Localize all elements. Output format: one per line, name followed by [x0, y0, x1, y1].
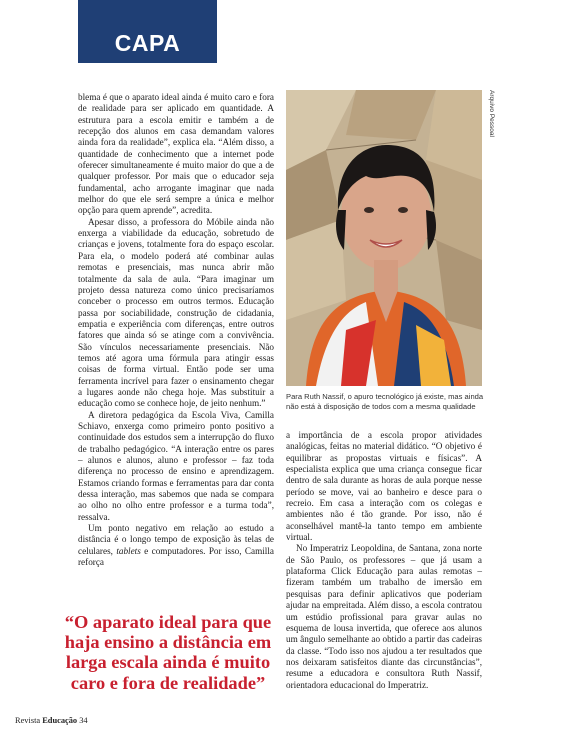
article-paragraph: blema é que o aparato ideal ainda é muito caro e fora de realidade para ser aplicado em quantidade. A estrutura para a escola emitir e também a de recepção dos alunos em casa demandam valores ainda fora da realidade”, explica ela. “Além disso, a quantidade de conhecimento que a internet pode oferecer simultaneamente é muito maior do que a de qualquer professor. Por mais que o educador seja fundamental, acho arrogante imaginar que nada melhor do que ele será sempre a única e melhor opção para quem aprende”, acredita. — [78, 92, 274, 216]
article-right-column — [286, 430, 482, 691]
article-paragraph: No Imperatriz Leopoldina, de Santana, zona norte de São Paulo, os professores – que já usam a plataforma Click Educação para aulas remotas – fizeram também um trabalho de imersão em pesquisas para definir aplicativos que poderiam ajudar na empreitada. Além disso, a escola contratou um estúdio profissional para gravar aulas no esquema de lousa invertida, que oferece aos alunos um ângulo semelhante ao obtido a partir das cadeiras da classe. “Todo isso nos ajudou a ter resultados que nos deixaram satisfeitos diante das circunstâncias”, resume a educadora e consultora Ruth Nassif, orientadora educacional do Imperatriz. — [286, 543, 482, 690]
section-label: CAPA — [114, 30, 181, 56]
pull-quote: “O aparato ideal para que haja ensino a distância em larga escala ainda é muito caro e fora de realidade” — [64, 612, 272, 693]
emphasis-text: tablets — [116, 545, 141, 556]
article-paragraph: a importância de a escola propor atividades analógicas, feitas no material didático. “O objetivo é equilibrar as propostas virtuais e físicas”. A especialista explica que uma criança consegue ficar dentro de sala durante as horas de aula porque nesse período se move, vai ao banheiro e desce para o recreio. Em casa a interação com os colegas e ambientes não é tão grande. Por isso, não é aconselhável mantê-la tanto tempo em ambiente virtual. — [286, 430, 482, 543]
portrait-illustration — [286, 90, 482, 386]
paragraph-text: e computadores. Por isso, Camilla reforça — [78, 545, 274, 568]
article-left-column — [78, 92, 274, 568]
portrait-photo — [286, 90, 482, 386]
article-paragraph: Apesar disso, a professora do Móbile ainda não enxerga a viabilidade da educação, sobretudo de crianças e jovens, totalmente fora do espaço escolar. Para ela, o modelo poderá até combinar aulas remotas e presenciais, mas nunca abrir mão totalmente da sala de aula. “Para imaginar um projeto dessa natureza como único precisaríamos conceber o processo em outros termos. Educação passa por sociabilidade, construção de cidadania, empatia e experiência com diferenças, entre outros fatores que ainda só se atinge com a convivência. São vínculos necessariamente presenciais. Não temos até agora uma fórmula para atingir essas coisas de forma virtual. Então pode ser uma ferramenta incrível para fazer o ensinamento chegar a lugares aonde não chega hoje. Mas substituir a educação como se conhece hoje, de jeito nenhum.” — [78, 216, 274, 409]
photo-credit: Arquivo Pessoal — [488, 90, 495, 137]
article-paragraph — [78, 523, 274, 568]
page-number: 34 — [79, 716, 88, 725]
footer-magazine: Revista — [15, 716, 41, 725]
photo-caption: Para Ruth Nassif, o apuro tecnológico já existe, mas ainda não está à disposição de todos com a mesma qualidade — [286, 392, 484, 411]
paragraph-text: Um ponto negativo em relação ao estudo a distância é o longo tempo de exposição às telas de celulares, — [78, 523, 274, 556]
footer-brand: Educação — [42, 716, 78, 725]
article-paragraph: A diretora pedagógica da Escola Viva, Camilla Schiavo, enxerga como primeiro ponto positivo a continuidade dos estudos sem a interrupção do fluxo de trabalho pedagógico. “A interação entre os pares – alunos e alunos, aluno e professor – faz toda diferença no processo de ensino e aprendizagem. Estamos criando formas e ferramentas para dar conta dessa interação, mas sabemos que nada se compara ao olho no olho entre professor e a turma toda”, ressalva. — [78, 409, 274, 522]
page-footer — [15, 716, 88, 725]
section-tab — [78, 0, 217, 63]
